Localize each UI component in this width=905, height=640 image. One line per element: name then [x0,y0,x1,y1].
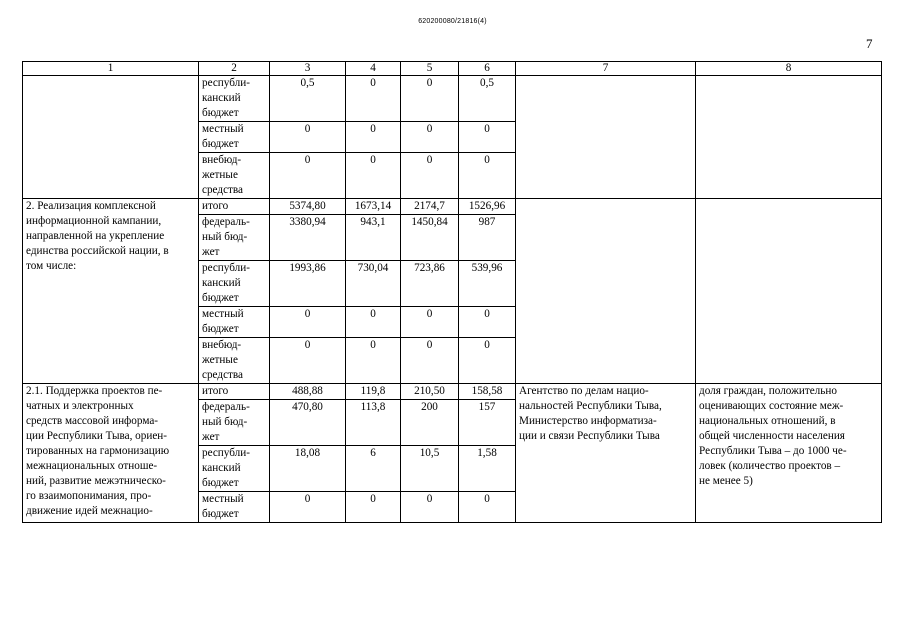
value-cell: 0 [401,338,459,384]
value-cell: 5374,80 [270,199,346,215]
value-cell: 1993,86 [270,261,346,307]
funding-source-cell: местный бюджет [199,492,270,523]
column-header: 8 [696,62,882,76]
task-cell [23,76,199,199]
value-cell: 1526,96 [459,199,516,215]
table-header-row [23,62,882,76]
column-header: 2 [199,62,270,76]
table-row [23,384,882,400]
column-header: 4 [346,62,401,76]
value-cell: 0 [346,122,401,153]
value-cell: 158,58 [459,384,516,400]
value-cell: 1673,14 [346,199,401,215]
value-cell: 2174,7 [401,199,459,215]
value-cell: 0 [459,338,516,384]
document-code: 620200080/21816(4) [418,18,487,25]
value-cell: 200 [401,400,459,446]
table-row [23,199,882,215]
funding-source-cell: республи- канский бюджет [199,261,270,307]
executor-cell [516,199,696,384]
funding-source-cell: местный бюджет [199,122,270,153]
column-header: 1 [23,62,199,76]
program-table [22,61,882,523]
value-cell: 0 [401,76,459,122]
value-cell: 0 [459,492,516,523]
value-cell: 0 [459,307,516,338]
value-cell: 0 [346,338,401,384]
result-cell [696,199,882,384]
value-cell: 0 [270,153,346,199]
value-cell: 0 [346,153,401,199]
value-cell: 488,88 [270,384,346,400]
page-number: 7 [866,36,873,51]
funding-source-cell: республи- канский бюджет [199,446,270,492]
value-cell: 0,5 [459,76,516,122]
value-cell: 987 [459,215,516,261]
funding-source-cell: итого [199,199,270,215]
value-cell: 0 [270,122,346,153]
table-row [23,76,882,122]
result-cell: доля граждан, положительно оценивающих состояние меж- национальных отношений, в общей численности населения Республики Тыва – до 1000 че- ловек (количество проектов – не менее 5) [696,384,882,523]
value-cell: 730,04 [346,261,401,307]
value-cell: 0 [401,122,459,153]
funding-source-cell: республи- канский бюджет [199,76,270,122]
value-cell: 3380,94 [270,215,346,261]
funding-source-cell: федераль- ный бюд- жет [199,215,270,261]
value-cell: 0 [401,492,459,523]
funding-source-cell: федераль- ный бюд- жет [199,400,270,446]
funding-source-cell: местный бюджет [199,307,270,338]
value-cell: 10,5 [401,446,459,492]
value-cell: 0 [401,307,459,338]
value-cell: 18,08 [270,446,346,492]
executor-cell: Агентство по делам нацио- нальностей Республики Тыва, Министерство информатиза- ции и связи Республики Тыва [516,384,696,523]
task-cell: 2. Реализация комплексной информационной кампании, направленной на укрепление единства российской нации, в том числе: [23,199,199,384]
value-cell: 0 [346,492,401,523]
value-cell: 0 [401,153,459,199]
value-cell: 0,5 [270,76,346,122]
value-cell: 943,1 [346,215,401,261]
value-cell: 470,80 [270,400,346,446]
value-cell: 1450,84 [401,215,459,261]
value-cell: 6 [346,446,401,492]
column-header: 6 [459,62,516,76]
value-cell: 119,8 [346,384,401,400]
result-cell [696,76,882,199]
executor-cell [516,76,696,199]
column-header: 7 [516,62,696,76]
value-cell: 0 [346,76,401,122]
value-cell: 0 [270,338,346,384]
value-cell: 0 [270,492,346,523]
column-header: 3 [270,62,346,76]
funding-source-cell: итого [199,384,270,400]
value-cell: 0 [346,307,401,338]
value-cell: 0 [459,153,516,199]
value-cell: 157 [459,400,516,446]
funding-source-cell: внебюд- жетные средства [199,153,270,199]
value-cell: 0 [270,307,346,338]
column-header: 5 [401,62,459,76]
value-cell: 539,96 [459,261,516,307]
value-cell: 723,86 [401,261,459,307]
value-cell: 0 [459,122,516,153]
task-cell: 2.1. Поддержка проектов пе- чатных и электронных средств массовой информа- ции Республики Тыва, ориен- тированных на гармонизацию межнациональных отноше- ний, развитие межэтническо- го взаимопонимания, про- движение идей межнацио- [23,384,199,523]
value-cell: 113,8 [346,400,401,446]
value-cell: 210,50 [401,384,459,400]
value-cell: 1,58 [459,446,516,492]
funding-source-cell: внебюд- жетные средства [199,338,270,384]
